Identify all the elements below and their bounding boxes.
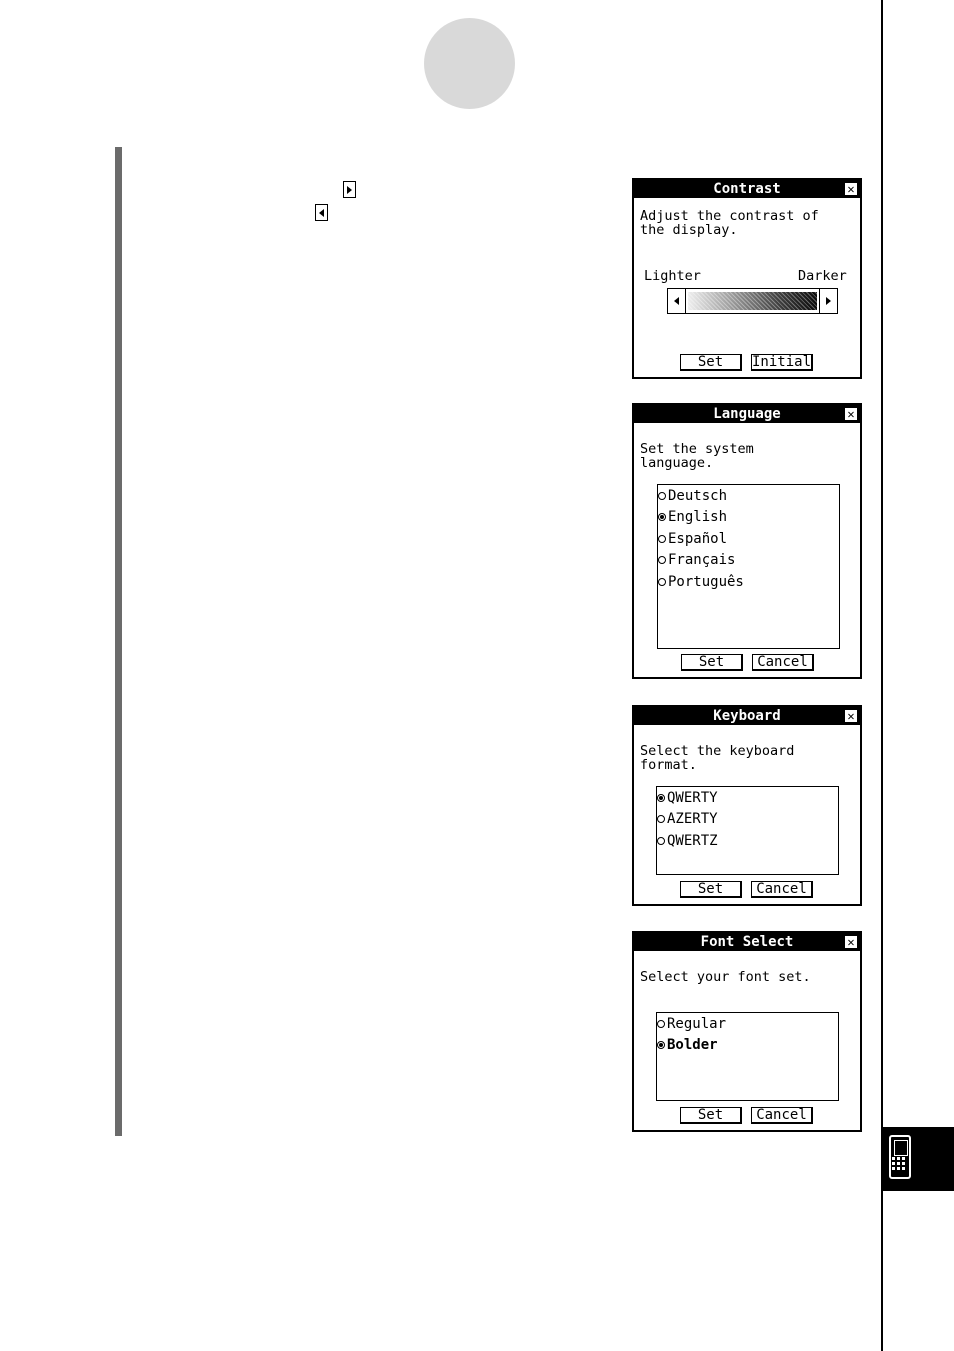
cancel-button[interactable]: Cancel bbox=[752, 654, 814, 671]
font-option[interactable]: Regular bbox=[657, 1014, 726, 1034]
dialog-titlebar bbox=[634, 707, 860, 725]
contrast-dialog bbox=[632, 178, 862, 379]
language-dialog bbox=[632, 403, 862, 679]
initial-button[interactable]: Initial bbox=[752, 354, 812, 370]
close-icon[interactable]: ✕ bbox=[844, 709, 858, 723]
close-icon[interactable]: ✕ bbox=[844, 407, 858, 421]
radio-icon[interactable] bbox=[658, 578, 666, 586]
language-option[interactable]: Português bbox=[658, 572, 744, 592]
keyboard-option[interactable]: AZERTY bbox=[657, 809, 718, 829]
cancel-button[interactable]: Cancel bbox=[751, 1107, 813, 1124]
set-button[interactable]: Set bbox=[680, 354, 742, 371]
keyboard-option[interactable]: QWERTZ bbox=[657, 831, 718, 851]
set-button[interactable]: Set bbox=[680, 881, 742, 898]
right-arrow-icon bbox=[343, 181, 356, 198]
font-list bbox=[656, 1012, 839, 1101]
dialog-prompt: Select the keyboard format. bbox=[640, 743, 795, 773]
lighter-label: Lighter bbox=[644, 268, 701, 284]
cancel-button[interactable]: Cancel bbox=[751, 881, 813, 898]
keypad-icon bbox=[892, 1157, 904, 1170]
left-arrow-icon[interactable] bbox=[668, 289, 686, 313]
left-arrow-icon bbox=[315, 204, 328, 221]
language-option[interactable]: Français bbox=[658, 550, 735, 570]
language-option[interactable]: English bbox=[658, 507, 727, 527]
chapter-marker bbox=[424, 18, 515, 109]
keyboard-option[interactable]: QWERTY bbox=[657, 788, 718, 808]
dialog-titlebar bbox=[634, 180, 860, 198]
language-option[interactable]: Español bbox=[658, 529, 727, 549]
radio-icon[interactable] bbox=[658, 492, 666, 500]
dialog-titlebar bbox=[634, 405, 860, 423]
font-select-dialog bbox=[632, 931, 862, 1132]
radio-selected-icon[interactable] bbox=[658, 513, 666, 521]
dialog-title: Language bbox=[713, 406, 781, 422]
set-button[interactable]: Set bbox=[680, 1107, 742, 1124]
keyboard-list bbox=[656, 786, 839, 875]
dialog-titlebar bbox=[634, 933, 860, 951]
radio-selected-icon[interactable] bbox=[657, 1041, 665, 1049]
dialog-title: Font Select bbox=[700, 934, 794, 950]
dialog-title: Contrast bbox=[713, 181, 781, 197]
language-list bbox=[657, 484, 840, 649]
font-option[interactable]: Bolder bbox=[657, 1035, 718, 1055]
radio-icon[interactable] bbox=[657, 1020, 665, 1028]
radio-icon[interactable] bbox=[657, 837, 665, 845]
set-button[interactable]: Set bbox=[681, 654, 743, 671]
dialog-title: Keyboard bbox=[713, 708, 781, 724]
dialog-prompt: Set the system language. bbox=[640, 441, 754, 471]
section-bar bbox=[115, 147, 122, 1136]
darker-label: Darker bbox=[798, 268, 847, 284]
radio-icon[interactable] bbox=[658, 556, 666, 564]
radio-icon[interactable] bbox=[657, 815, 665, 823]
dialog-prompt: Select your font set. bbox=[640, 969, 811, 985]
contrast-gradient bbox=[688, 292, 817, 310]
chapter-tab bbox=[883, 1127, 954, 1191]
keyboard-dialog bbox=[632, 705, 862, 906]
dialog-prompt: Adjust the contrast of the display. bbox=[640, 208, 819, 238]
close-icon[interactable]: ✕ bbox=[844, 935, 858, 949]
language-option[interactable]: Deutsch bbox=[658, 486, 727, 506]
radio-selected-icon[interactable] bbox=[657, 794, 665, 802]
close-icon[interactable]: ✕ bbox=[844, 182, 858, 196]
radio-icon[interactable] bbox=[658, 535, 666, 543]
right-arrow-icon[interactable] bbox=[819, 289, 837, 313]
contrast-slider[interactable] bbox=[667, 288, 838, 314]
